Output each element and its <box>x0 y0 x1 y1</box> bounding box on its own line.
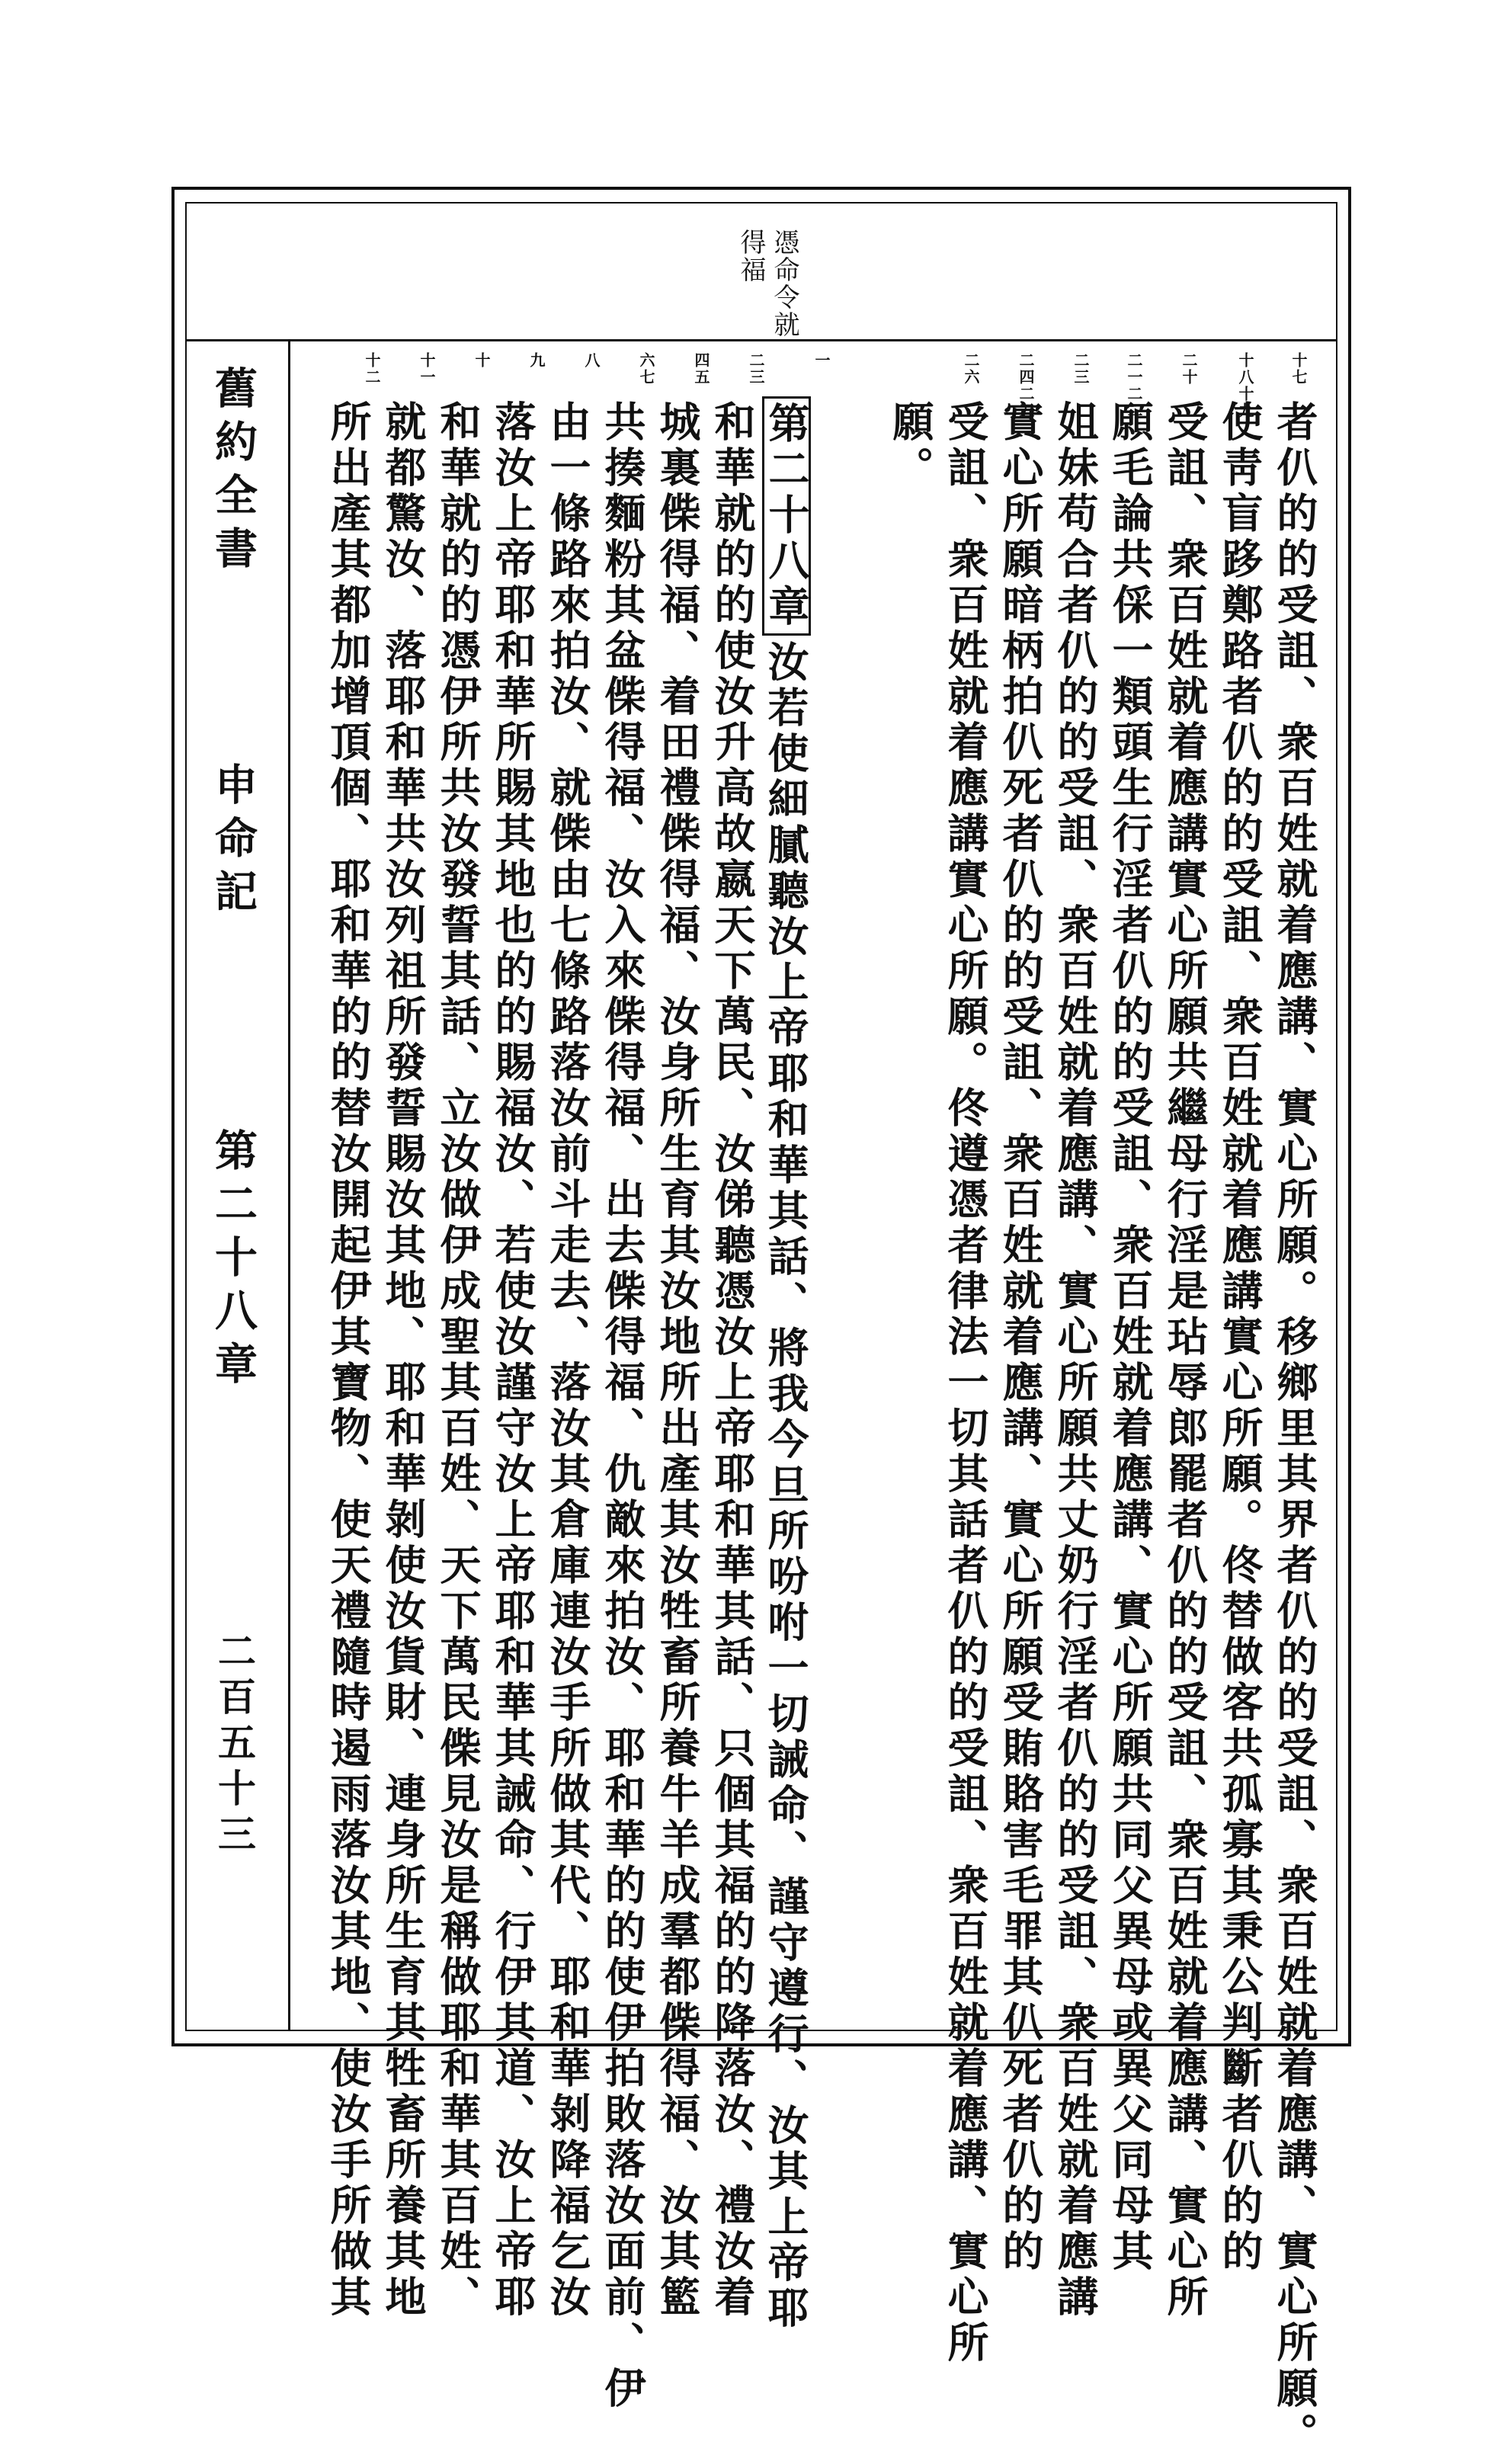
verse-number: 十二 <box>363 352 381 386</box>
text-line: 和華就的的憑伊所共汝發誓其話、立汝做伊成聖其百姓、天下萬民偨見汝是稱做耶和華其百姓、 <box>434 400 482 2321</box>
verse-number: 九 <box>527 352 546 369</box>
verse-number: 二六 <box>962 352 980 386</box>
margin-note-1: 憑命令就 <box>769 229 799 338</box>
sidebar-page-number: 二百五十三 <box>212 1631 257 1860</box>
text-line: 共揍麵粉其盆偨得福、汝入來偨得福、出去偨得福、仇敵來拍汝、耶和華的的使伊拍敗落汝面前、伊 <box>598 400 647 2412</box>
verse-number: 十七 <box>1289 352 1308 386</box>
verse-number: 六七 <box>637 352 655 386</box>
verse-number: 二一二二 <box>1125 352 1143 419</box>
verse-number: 二四二五 <box>1017 352 1035 419</box>
sidebar-chapter: 第二十八章 <box>208 1128 258 1395</box>
verse-number: 二三 <box>747 352 765 386</box>
text-line: 實心所願暗柄拍仈死者仈的的受詛、衆百姓就着應講、實心所願受賄賂害毛罪其仈死者仈的的 <box>996 400 1045 2275</box>
verse-number: 四五 <box>692 352 710 386</box>
verse-number: 二三 <box>1072 352 1090 386</box>
verse-number: 十八十九 <box>1236 352 1254 419</box>
verse-number: 二十 <box>1180 352 1198 386</box>
text-line: 就都驚汝、落耶和華共汝列祖所發誓賜汝其地、耶和華剝使汝貨財、連身所生育其牲畜所養其地 <box>379 400 428 2321</box>
sidebar-divider <box>288 339 290 2031</box>
sidebar-book: 申命記 <box>208 762 258 922</box>
text-line: 由一條路來拍汝、就偨由七條路落汝前斗走去、落汝其倉庫連汝手所做其代、耶和華剝降福乞汝 <box>543 400 592 2321</box>
text-line: 城裏偨得福、着田禮偨得福、汝身所生育其汝地所出產其汝牲畜所養牛羊成羣都偨得福、汝其籃 <box>653 400 702 2321</box>
text-line: 和華就的的使汝升高故嬴天下萬民、汝俤聽憑汝上帝耶和華其話、只個其福的的降落汝、禮汝着 <box>708 400 757 2321</box>
text-line: 願。 <box>886 400 935 492</box>
text-line: 落汝上帝耶和華所賜其地也的的賜福汝、若使汝謹守汝上帝耶和華其誡命、行伊其道、汝上帝耶 <box>489 400 537 2321</box>
verse-number: 八 <box>582 352 601 369</box>
text-line: 使靑盲跢鄭路者仈的的受詛、衆百姓就着應講實心所願。佟替做客共孤寡其秉公判斷者仈的的 <box>1216 400 1264 2275</box>
text-line: 所出產其都加增頂個、耶和華的的替汝開起伊其寶物、使天禮隨時遏雨落汝其地、使汝手所做其 <box>324 400 373 2321</box>
verse-number: 十 <box>472 352 491 369</box>
text-line: 姐妹苟合者仈的的受詛、衆百姓就着應講、實心所願共丈奶行淫者仈的的受詛、衆百姓就着應講 <box>1051 400 1100 2321</box>
sidebar-title: 舊約全書 <box>208 366 258 579</box>
text-line: 汝若使細膩聽汝上帝耶和華其話、將我今旦所吩咐一切誡命、謹守遵行、汝其上帝耶 <box>761 640 810 2332</box>
header-divider <box>185 339 1337 341</box>
text-line: 願毛論共倸一類頭生行淫者仈的的受詛、衆百姓就着應講、實心所願共同父異母或異父同母其 <box>1106 400 1155 2275</box>
verse-number: 一 <box>812 352 831 369</box>
text-line: 者仈的的受詛、衆百姓就着應講、實心所願。移鄉里其界者仈的的受詛、衆百姓就着應講、實心所願。 <box>1270 400 1319 2458</box>
margin-note-2: 得福 <box>735 229 766 284</box>
text-line: 受詛、衆百姓就着應講實心所願。佟遵憑者律法一切其話者仈的的受詛、衆百姓就着應講、實心所 <box>941 400 990 2367</box>
chapter-heading: 第二十八章 <box>762 396 811 636</box>
text-line: 受詛、衆百姓就着應講實心所願共繼母行淫是玷辱郎罷者仈的的受詛、衆百姓就着應講、實心所 <box>1161 400 1209 2321</box>
verse-number: 十一 <box>418 352 436 386</box>
